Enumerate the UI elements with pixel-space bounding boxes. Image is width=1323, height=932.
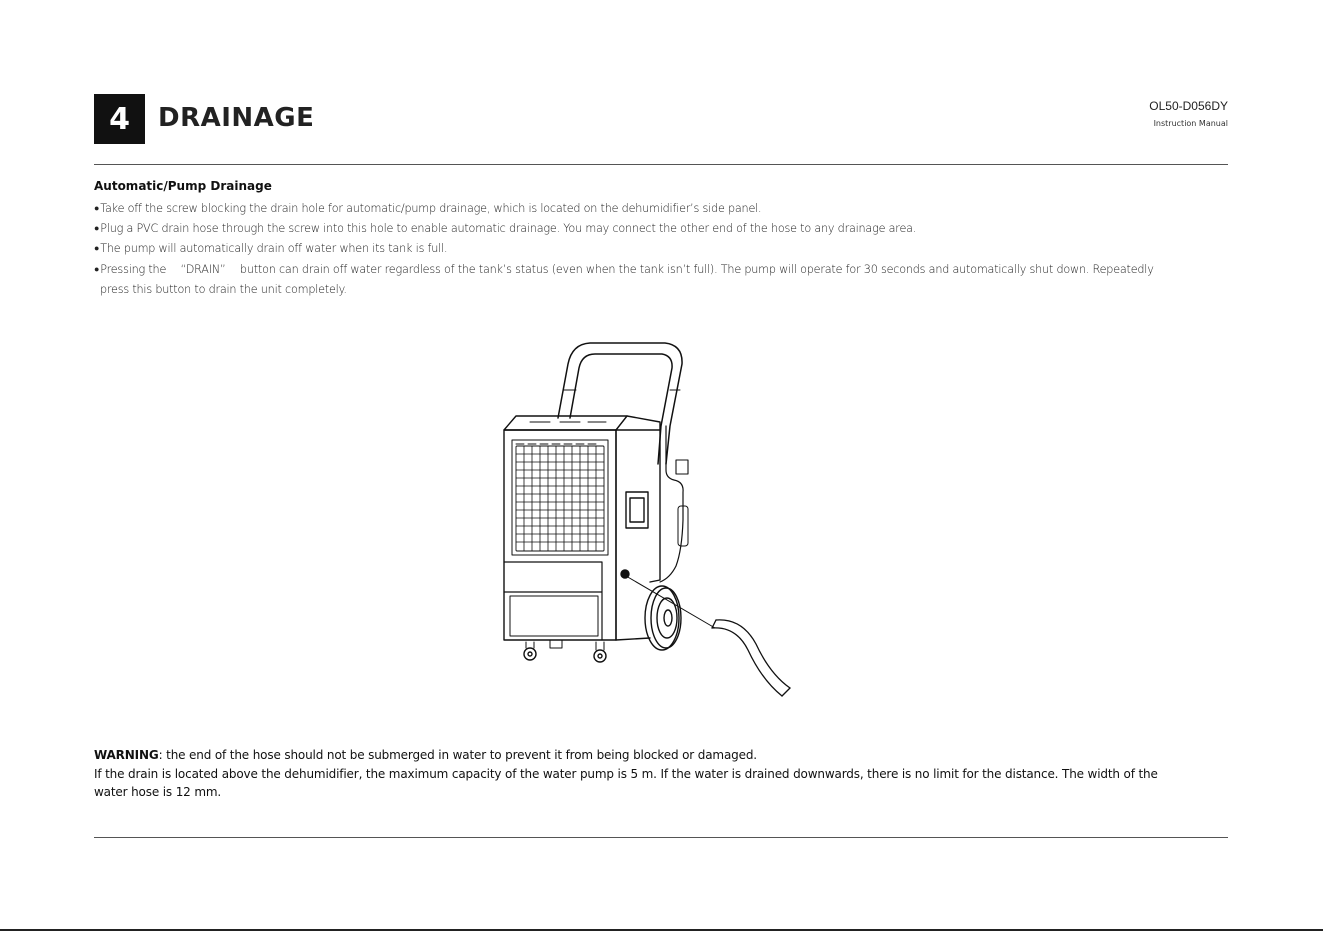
bullet-dot-icon: ● — [94, 224, 100, 235]
section-title: DRAINAGE — [158, 103, 315, 133]
warning-text: : the end of the hose should not be submerged in water to prevent it from being blocked or damaged. — [158, 748, 757, 762]
list-item: ●Take off the screw blocking the drain hole for automatic/pump drainage, which is located on the dehumidifier’s side panel. — [94, 202, 762, 215]
list-item: ●The pump will automatically drain off water when its tank is full. — [94, 242, 448, 256]
dehumidifier-illustration-icon — [490, 330, 810, 710]
warning-line — [94, 746, 1234, 765]
list-item: ●Pressing the “DRAIN” button can drain off water regardless of the tank’s status (even when the tank isn’t full). The pump will operate for 30 seconds and automatically shut down. Repeatedly press this button to drain the unit completely. — [94, 260, 1234, 300]
bottom-divider — [94, 837, 1228, 838]
list-item-continuation: press this button to drain the unit completely. — [100, 282, 347, 296]
warning-block — [94, 746, 1234, 802]
subheading: Automatic/Pump Drainage — [94, 179, 272, 193]
bullet-dot-icon: ● — [94, 244, 100, 255]
page-edge-line — [0, 929, 1323, 931]
instruction-list — [94, 199, 1234, 300]
section-number: 4 — [109, 101, 130, 137]
model-number: OL50-D056DY — [1149, 99, 1228, 113]
bullet-dot-icon: ● — [94, 264, 100, 275]
top-divider — [94, 164, 1228, 165]
section-number-box — [94, 94, 145, 144]
list-item: ●Plug a PVC drain hose through the screw into this hole to enable automatic drainage. You may connect the other end of the hose to any drainage area. — [94, 222, 917, 236]
bullet-dot-icon: ● — [94, 204, 100, 214]
note-line: If the drain is located above the dehumidifier, the maximum capacity of the water pump is 5 m. If the water is drained downwards, there is no limit for the distance. The width of the — [94, 766, 1158, 781]
note-line: water hose is 12 mm. — [94, 785, 222, 799]
document-type: Instruction Manual — [1153, 119, 1228, 128]
warning-label: WARNING — [94, 748, 159, 762]
